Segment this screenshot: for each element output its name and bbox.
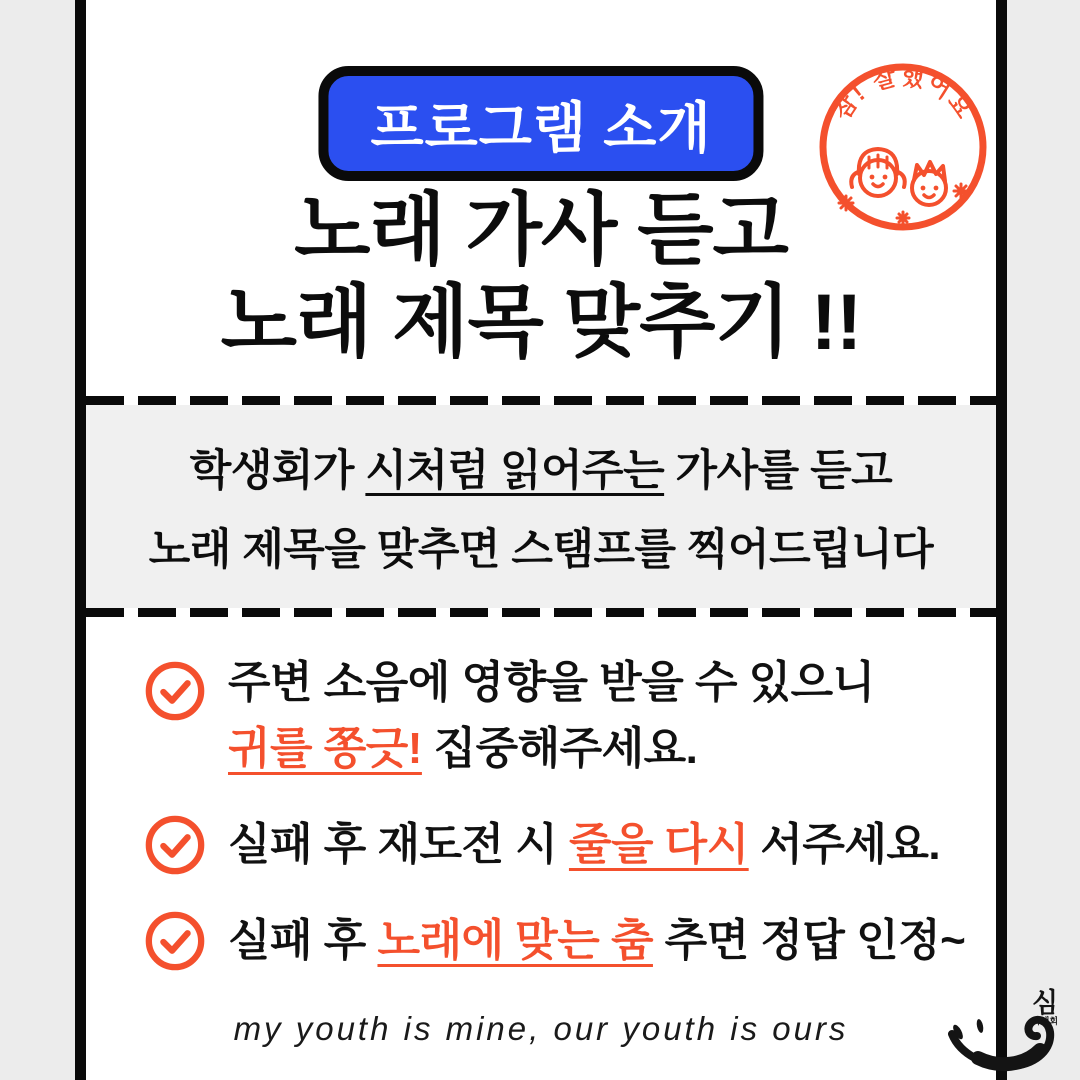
- rule-item-1: [144, 650, 875, 782]
- poster-card: [75, 0, 1007, 1080]
- rule-highlight: 귀를 쫑긋!: [228, 724, 422, 773]
- footer-slogan: my youth is mine, our youth is ours: [233, 1010, 849, 1047]
- logo-main-text: 심: [1031, 988, 1059, 1018]
- rule-item-2: [144, 812, 940, 878]
- title-line-1: 노래 가사 듣고: [294, 185, 788, 274]
- check-circle-icon: [144, 660, 206, 722]
- rule-text: 주변 소음에 영향을 받을 수 있으니 귀를 쫑긋! 집중해주세요.: [228, 658, 875, 773]
- check-circle-icon: [144, 814, 206, 876]
- rule-text: 실패 후 노래에 맞는 춤 추면 정답 인정~: [228, 916, 966, 965]
- rule-text: 실패 후 재도전 시 줄을 다시 서주세요.: [228, 820, 941, 869]
- check-circle-icon: [144, 910, 206, 972]
- dashed-divider-bottom: [86, 608, 996, 617]
- description-line-1: 학생회가 시처럼 읽어주는 가사를 듣고: [189, 446, 893, 495]
- description-underlined-phrase: 시처럼 읽어주는: [365, 446, 665, 495]
- program-intro-badge: [318, 66, 763, 181]
- main-title: [86, 184, 996, 369]
- dashed-divider-top: [86, 396, 996, 405]
- rule-item-3: [144, 908, 965, 974]
- description-line-2: 노래 제목을 맞추면 스탬프를 찍어드립니다: [148, 525, 934, 574]
- rule-highlight: 줄을 다시: [568, 820, 749, 869]
- title-line-2: 노래 제목 맞추기 !!: [220, 277, 862, 367]
- badge-label: 프로그램 소개: [370, 97, 712, 159]
- rule-highlight: 노래에 맞는 춤: [377, 916, 653, 965]
- logo-sub-text: 학생회: [1031, 1016, 1059, 1026]
- stamp-text: 참! 잘했어요: [827, 62, 979, 126]
- description-band: [86, 405, 996, 608]
- heart-brush-logo: [944, 976, 1076, 1078]
